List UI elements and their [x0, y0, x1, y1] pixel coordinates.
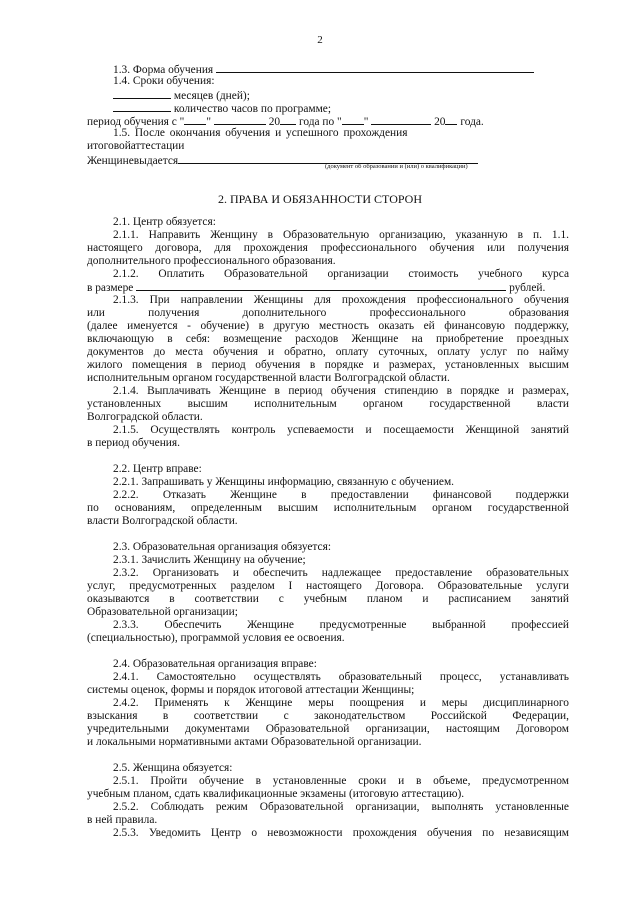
- months-label: месяцев (дней);: [173, 90, 250, 102]
- body-line: или получения дополнительного профессионального образования: [87, 307, 569, 319]
- period-text-4: года по ": [298, 116, 342, 128]
- period-text-1: период обучения с ": [87, 116, 185, 128]
- period-month-to-blank: [371, 114, 431, 125]
- body-line: 2.1.1. Направить Женщину в Образовательную организацию, указанную в п. 1.1.: [113, 229, 569, 241]
- body-line: 2.5.2. Соблюдать режим Образовательной организации, выполнять установленные: [113, 801, 569, 813]
- body-line: 2.1.4. Выплачивать Женщине в период обучения стипендию в порядке и размерах,: [113, 385, 569, 397]
- body-line: 2.1.2. Оплатить Образовательной организации стоимость учебного курса: [113, 268, 569, 280]
- form-of-study-label: 1.3. Форма обучения: [113, 64, 214, 76]
- amount-blank: [136, 280, 506, 291]
- body-line: Волгоградской области.: [87, 411, 203, 423]
- amount-prefix: в размере: [87, 282, 134, 294]
- body-line: 2.4.1. Самостоятельно осуществлять образовательный процесс, устанавливать: [113, 671, 569, 683]
- body-line: 2.1. Центр обязуется:: [113, 216, 216, 228]
- body-line: 2.4. Образовательная организация вправе:: [113, 658, 317, 670]
- body-line: оказываются в соответствии с учебным планом и расписанием занятий: [87, 593, 569, 605]
- period-day-from-blank: [184, 114, 206, 125]
- amount-line: [87, 280, 569, 295]
- page-number: 2: [317, 34, 323, 46]
- body-line: 2.3.2. Организовать и обеспечить надлежащее предоставление образовательных: [113, 567, 569, 579]
- terms-of-study-label: 1.4. Сроки обучения:: [113, 75, 215, 87]
- body-line: 2.5.1. Пройти обучение в установленные сроки и в объеме, предусмотренном: [113, 775, 569, 787]
- body-line: 2.1.5. Осуществлять контроль успеваемости и посещаемости Женщиной занятий: [113, 424, 569, 436]
- body-line: учебным планом, сдать квалификационные экзамены (итоговую аттестацию).: [87, 788, 465, 800]
- period-text-3: 20: [268, 116, 281, 128]
- period-day-to-blank: [342, 114, 364, 125]
- hours-label: количество часов по программе;: [173, 103, 332, 115]
- months-blank: [113, 88, 171, 99]
- body-line: установленных высшим исполнительным органом государственной власти: [87, 398, 569, 410]
- period-text-5: ": [363, 116, 369, 128]
- body-line: 2.5. Женщина обязуется:: [113, 762, 233, 774]
- period-month-from-blank: [214, 114, 266, 125]
- body-line: 2.4.2. Применять к Женщине меры поощрения и меры дисциплинарного: [113, 697, 569, 709]
- period-year-to-blank: [445, 114, 457, 125]
- body-line: 2.1.3. При направлении Женщины для прохождения профессионального обучения: [113, 294, 569, 306]
- body-line: 2.3.1. Зачислить Женщину на обучение;: [113, 554, 306, 566]
- body-line: в период обучения.: [87, 437, 180, 449]
- clause-1-5-line-1: 1.5. После окончания обучения и успешного прохождения: [113, 127, 408, 139]
- body-line: включающую в себя: возмещение расходов Женщине на приобретение проездных: [87, 333, 569, 345]
- document-type-note: (документ об образовании и (или) о квалификации): [325, 163, 468, 170]
- body-line: жилого помещения в период обучения в порядке и размерах, установленных высшим: [87, 359, 569, 371]
- body-line: 2.5.3. Уведомить Центр о невозможности прохождения обучения по независящим: [113, 827, 569, 839]
- body-line: 2.2.2. Отказать Женщине в предоставлении финансовой поддержки: [113, 489, 569, 501]
- body-line: услуг, предусмотренных разделом I настоящего Договора. Образовательные услуги: [87, 580, 569, 592]
- period-year-from-blank: [280, 114, 296, 125]
- clause-1-5-line-2: итоговойаттестации: [87, 140, 185, 152]
- body-line: документов до места обучения и обратно, оплату суточных, оплату услуг по найму: [87, 346, 569, 358]
- body-line: (специальностью), программой условия ее освоения.: [87, 632, 345, 644]
- period-text-7: года.: [460, 116, 484, 128]
- body-line: исполнительным органом государственной власти Волгоградской области.: [87, 372, 450, 384]
- form-of-study-blank: [216, 62, 534, 73]
- body-line: 2.3.3. Обеспечить Женщине предусмотренные выбранной профессией: [113, 619, 569, 631]
- body-line: системы оценок, формы и порядок итоговой аттестации Женщины;: [87, 684, 415, 696]
- period-text-6: 20: [434, 116, 446, 128]
- body-line: и локальными нормативными актами Образовательной организации.: [87, 736, 422, 748]
- body-line: взыскания в соответствии с законодательством Российской Федерации,: [87, 710, 569, 722]
- hours-blank: [113, 101, 171, 112]
- body-line: 2.2. Центр вправе:: [113, 463, 202, 475]
- amount-suffix: рублей.: [509, 282, 546, 294]
- body-line: по основаниям, определенным высшим исполнительным органом государственной: [87, 502, 569, 514]
- body-line: дополнительного профессионального образования.: [87, 255, 336, 267]
- clause-1-5-issued-label: Женщиневыдается: [87, 155, 179, 167]
- body-line: (далее именуется - обучение) в другую местность оказать ей финансовую поддержку,: [87, 320, 569, 332]
- body-line: 2.3. Образовательная организация обязуется:: [113, 541, 332, 553]
- body-line: 2.2.1. Запрашивать у Женщины информацию, связанную с обучением.: [113, 476, 455, 488]
- period-text-2: ": [206, 116, 211, 128]
- body-line: власти Волгоградской области.: [87, 515, 238, 527]
- section-heading: 2. ПРАВА И ОБЯЗАННОСТИ СТОРОН: [217, 192, 423, 206]
- body-line: в ней правила.: [87, 814, 158, 826]
- body-line: Образовательной организации;: [87, 606, 238, 618]
- body-line: настоящего договора, для прохождения профессионального обучения или получения: [87, 242, 569, 254]
- body-line: учредительными документами Образовательной организации, настоящим Договором: [87, 723, 569, 735]
